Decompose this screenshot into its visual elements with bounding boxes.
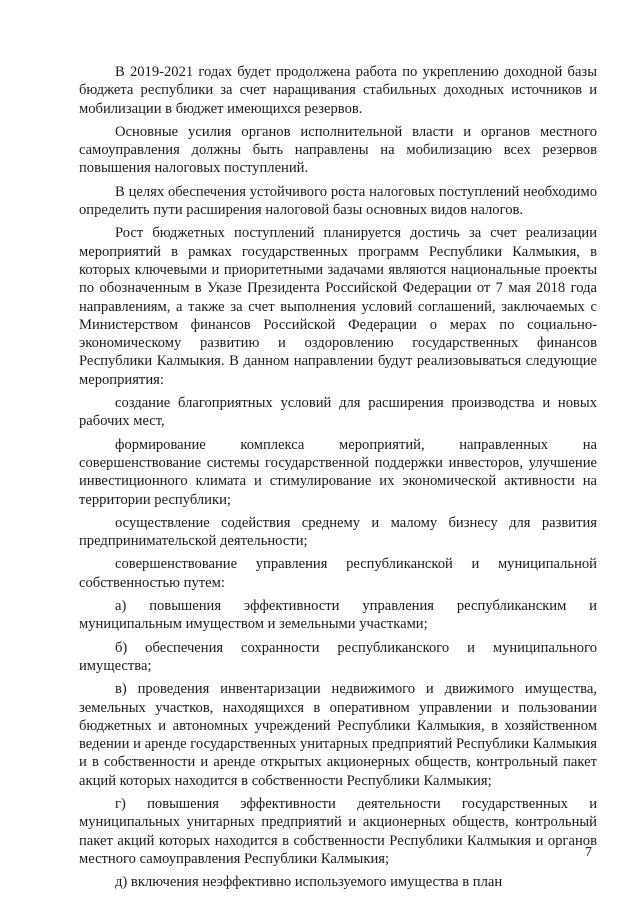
- paragraph-budget-revenue-growth: Рост бюджетных поступлений планируется достичь за счет реализации мероприятий в рамках государственных программ Республики Калмыкия, в которых ключевыми и приоритетными задачами являются национальные проекты по обозначенным в Указе Президента Российской Федерации от 7 мая 2018 года направлениям, а также за счет выполнения условий соглашений, заключаемых с Министерством финансов Российской Федерации о мерах по социально-экономическому развитию и оздоровлению государственных финансов Республики Калмыкия. В данном направлении будут реализовываться следующие мероприятия:: [79, 225, 597, 388]
- sub-item-d: д) включения неэффективно используемого имущества в план: [115, 874, 503, 891]
- list-item-property-management: совершенствование управления республиканской и муниципальной собственностью путем:: [79, 556, 597, 591]
- sub-item-a: а) повышения эффективности управления республиканским и муниципальным имуществом и земельными участками;: [79, 598, 597, 633]
- list-item-favorable-conditions: создание благоприятных условий для расширения производства и новых рабочих мест,: [79, 395, 597, 430]
- paragraph-tax-growth: В целях обеспечения устойчивого роста налоговых поступлений необходимо определить пути расширения налоговой базы основных видов налогов.: [79, 183, 597, 219]
- list-item-investor-support: формирование комплекса мероприятий, направленных на совершенствование системы государственной поддержки инвесторов, улучшение инвестиционного климата и стимулирование их экономической активности на территории республики;: [79, 436, 597, 508]
- document-body: [79, 63, 597, 891]
- paragraph-main-efforts: Основные усилия органов исполнительной власти и органов местного самоуправления должны быть направлены на мобилизацию всех резервов повышения налоговых поступлений.: [79, 123, 597, 177]
- page-number: 7: [585, 845, 592, 860]
- sub-item-g: г) повышения эффективности деятельности государственных и муниципальных унитарных предприятий и акционерных обществ, контрольный пакет акций которых находится в собственности Республики Калмыкия и органов местного самоуправления Республики Калмыкия;: [79, 795, 597, 867]
- sub-item-v: в) проведения инвентаризации недвижимого и движимого имущества, земельных участков, находящихся в оперативном управлении и пользовании бюджетных и автономных учреждений Республики Калмыкия, в хозяйственном ведении и аренде государственных унитарных предприятий Республики Калмыкия и в собственности и аренде открытых акционерных обществ, контрольный пакет акций которых находится в собственности Республики Калмыкия;: [79, 681, 597, 789]
- paragraph-revenue-base: В 2019-2021 годах будет продолжена работа по укреплению доходной базы бюджета республики за счет наращивания стабильных доходных источников и мобилизации в бюджет имеющихся резервов.: [79, 64, 597, 117]
- sub-item-b: б) обеспечения сохранности республиканского и муниципального имущества;: [79, 639, 597, 674]
- list-item-small-business: осуществление содействия среднему и малому бизнесу для развития предпринимательской деятельности;: [79, 514, 597, 550]
